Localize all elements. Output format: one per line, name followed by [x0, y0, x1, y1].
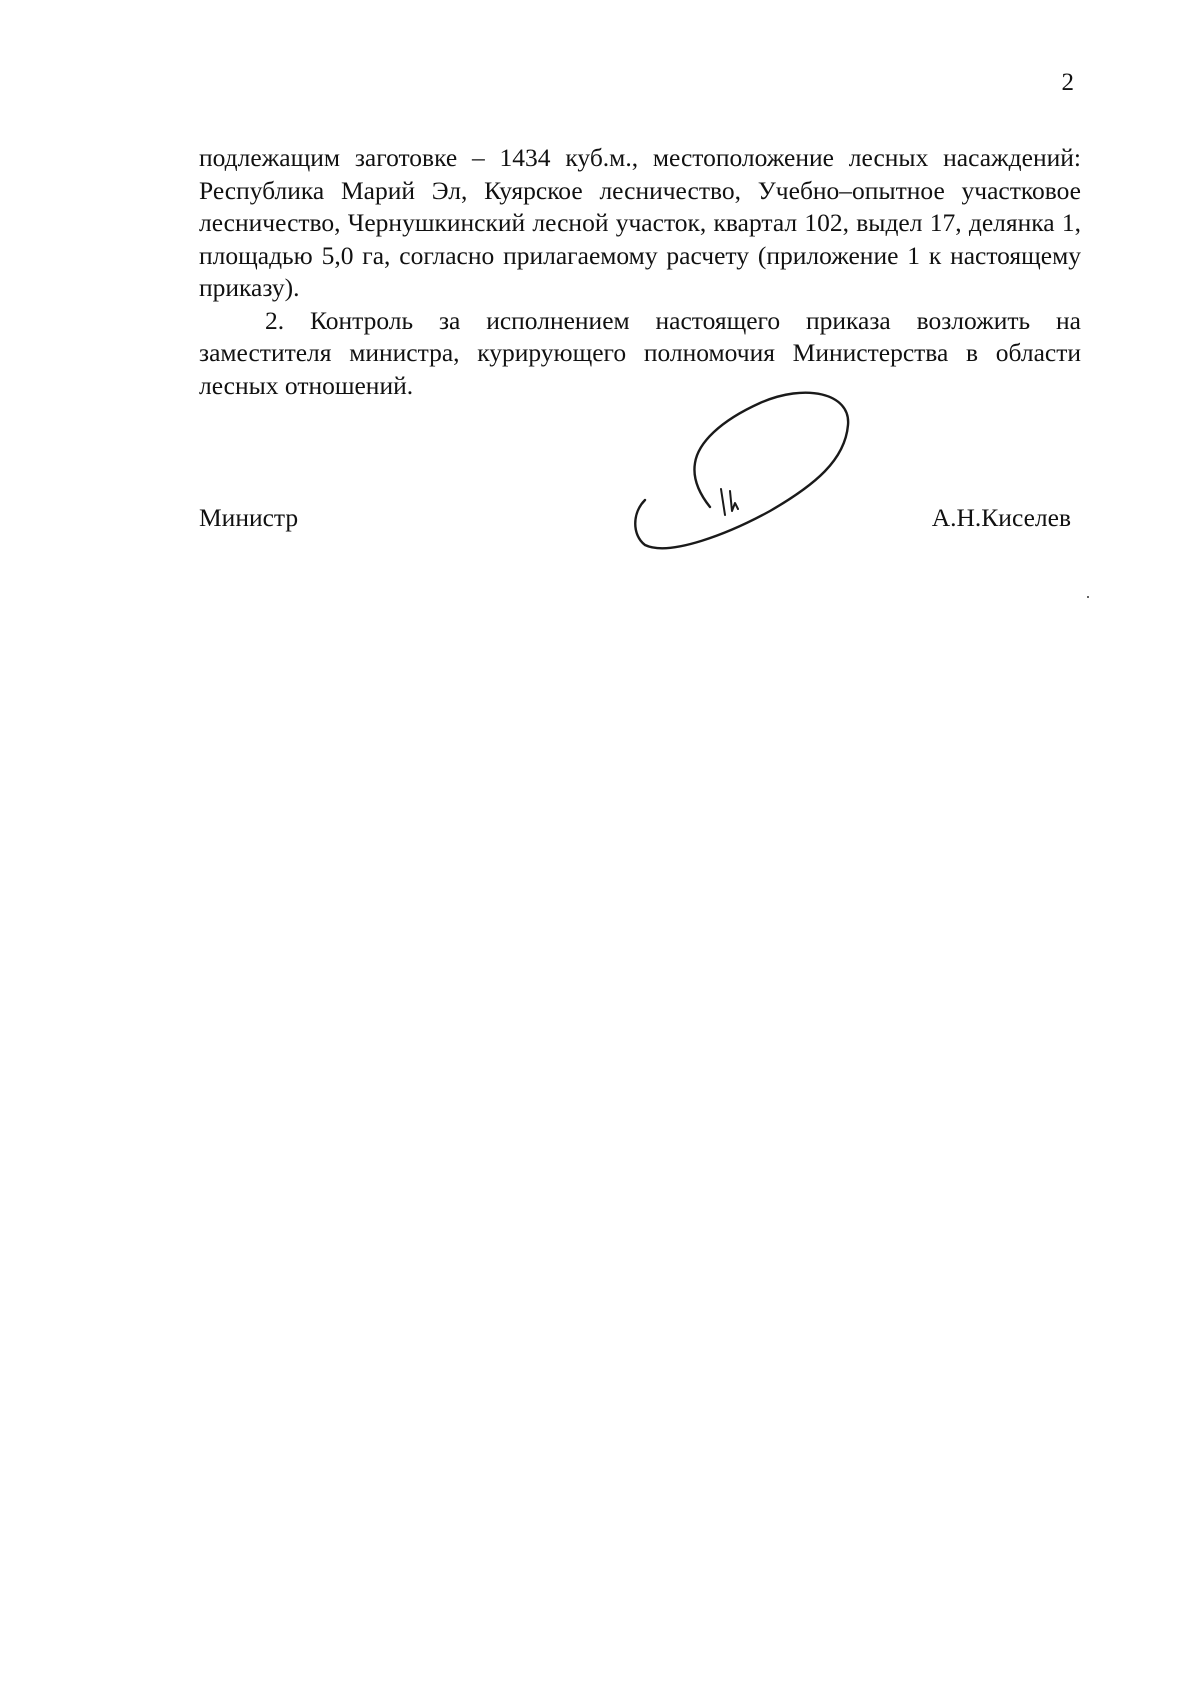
document-body: [199, 142, 1081, 402]
paragraph-location-details: подлежащим заготовке – 1434 куб.м., местоположение лесных насаждений: Республика Марий Эл, Куярское лесничество, Учебно–опытное участковое лесничество, Чернушкинский лесной участок, квартал 102, выдел 17, делянка 1, площадью 5,0 га, согласно прилагаемому расчету (приложение 1 к настоящему приказу).: [199, 143, 1081, 302]
paragraph-control-clause: 2. Контроль за исполнением настоящего приказа возложить на заместителя министра, курирующего полномочия Министерства в области лесных отношений.: [199, 305, 1081, 400]
scan-speck: [1087, 596, 1089, 598]
handwritten-signature: [620, 385, 920, 600]
page-number: 2: [1061, 69, 1074, 96]
signer-name: А.Н.Киселев: [931, 503, 1071, 532]
signer-position: Министр: [199, 503, 299, 532]
